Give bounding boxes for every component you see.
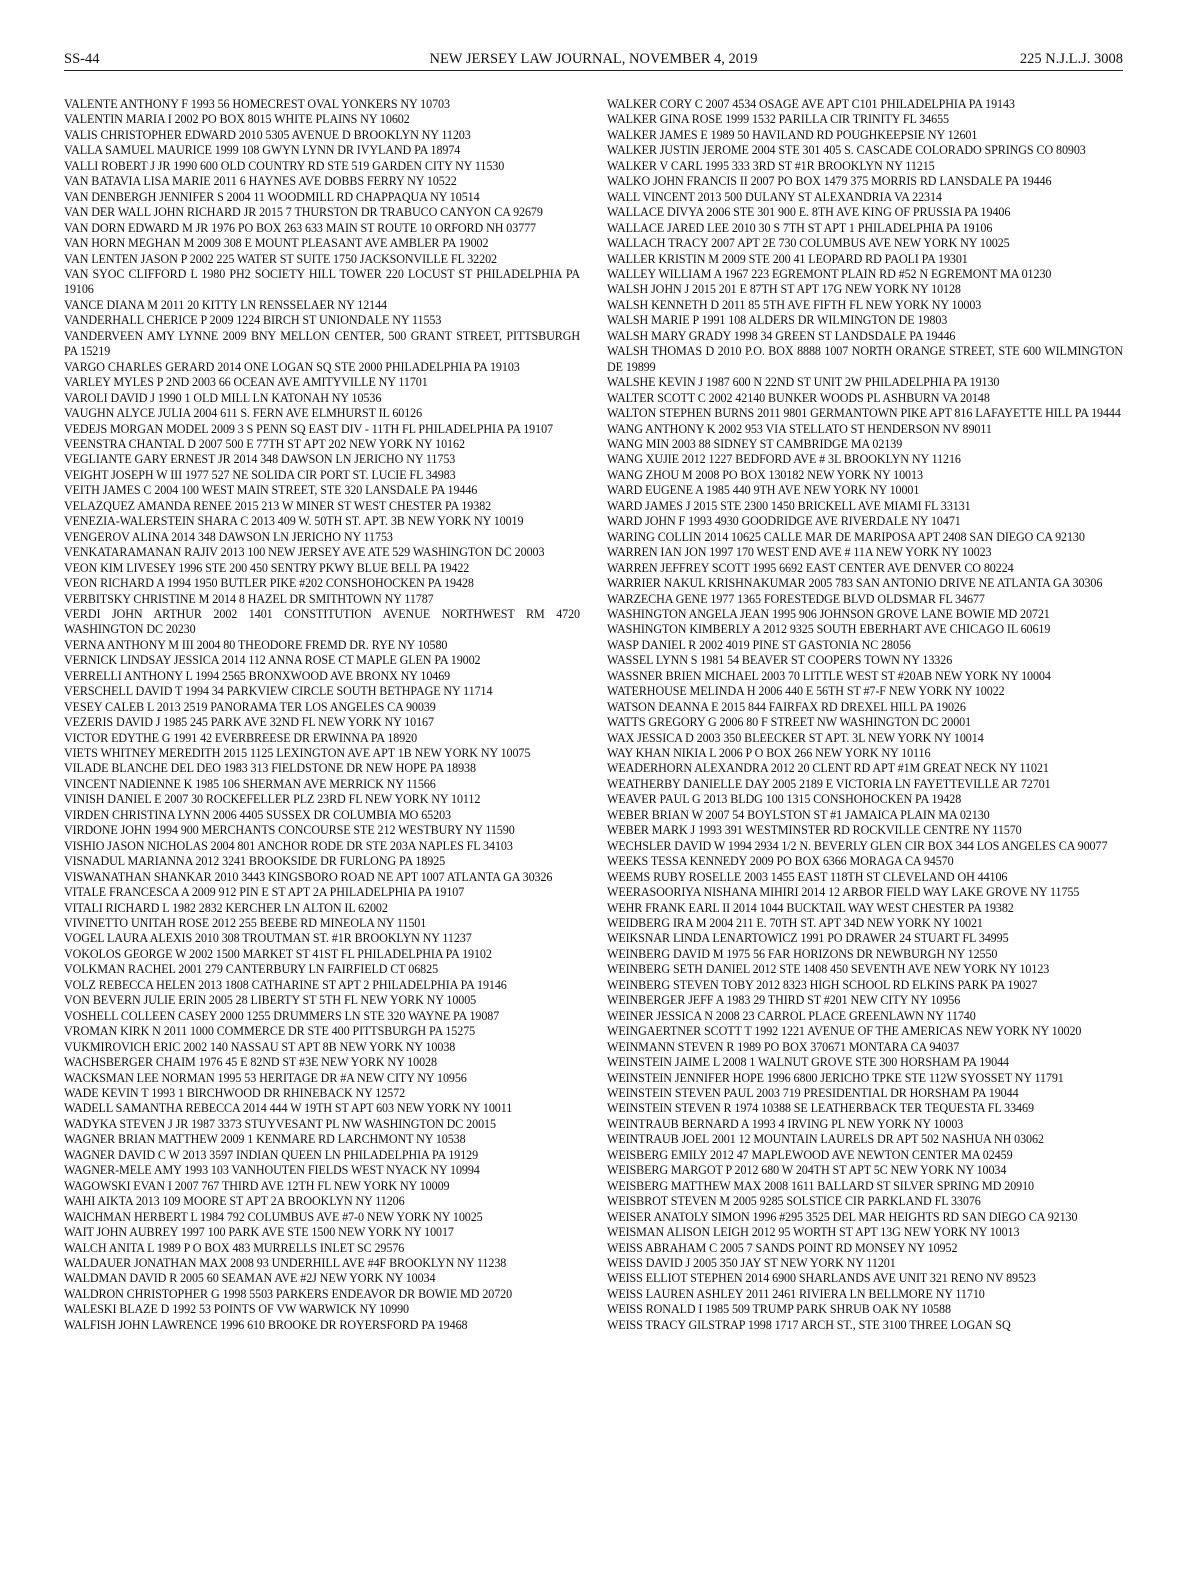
attorney-listing-entry: WACKSMAN LEE NORMAN 1995 53 HERITAGE DR #A NEW CITY NY 10956: [64, 1070, 467, 1085]
attorney-listing-entry: WASHINGTON ANGELA JEAN 1995 906 JOHNSON GROVE LANE BOWIE MD 20721: [607, 606, 1050, 621]
attorney-listing-entry: WADELL SAMANTHA REBECCA 2014 444 W 19TH ST APT 603 NEW YORK NY 10011: [64, 1101, 513, 1116]
attorney-listing-entry: VOSHELL COLLEEN CASEY 2000 1255 DRUMMERS LN STE 320 WAYNE PA 19087: [64, 1008, 500, 1023]
attorney-listing-entry: WATERHOUSE MELINDA H 2006 440 E 56TH ST #7-F NEW YORK NY 10022: [607, 684, 1005, 699]
attorney-listing-entry: WEEKS TESSA KENNEDY 2009 PO BOX 6366 MORAGA CA 94570: [607, 854, 954, 869]
attorney-listing-entry: VILADE BLANCHE DEL DEO 1983 313 FIELDSTONE DR NEW HOPE PA 18938: [64, 761, 476, 776]
attorney-listing-entry: VERNICK LINDSAY JESSICA 2014 112 ANNA ROSE CT MAPLE GLEN PA 19002: [64, 653, 481, 668]
attorney-listing-entry: WARD EUGENE A 1985 440 9TH AVE NEW YORK NY 10001: [607, 483, 920, 498]
attorney-listing-entry: VALLI ROBERT J JR 1990 600 OLD COUNTRY RD STE 519 GARDEN CITY NY 11530: [64, 158, 505, 173]
attorney-listing-entry: VAN DER WALL JOHN RICHARD JR 2015 7 THURSTON DR TRABUCO CANYON CA 92679: [64, 205, 543, 220]
attorney-listing-entry: WALKER JAMES E 1989 50 HAVILAND RD POUGHKEEPSIE NY 12601: [607, 127, 978, 142]
attorney-listing-entry: VANDERVEEN AMY LYNNE 2009 BNY MELLON CENTER, 500 GRANT STREET, PITTSBURGH PA 15219: [64, 328, 580, 359]
journal-citation: 225 N.J.L.J. 3008: [1019, 51, 1123, 67]
attorney-listing-entry: WEAVER PAUL G 2013 BLDG 100 1315 CONSHOHOCKEN PA 19428: [607, 792, 962, 807]
attorney-listing-entry: VARGO CHARLES GERARD 2014 ONE LOGAN SQ STE 2000 PHILADELPHIA PA 19103: [64, 359, 520, 374]
page-number: SS-44: [64, 51, 100, 67]
attorney-listing-entry: VESEY CALEB L 2013 2519 PANORAMA TER LOS ANGELES CA 90039: [64, 699, 436, 714]
attorney-listing-entry: WALKER GINA ROSE 1999 1532 PARILLA CIR TRINITY FL 34655: [607, 112, 949, 127]
attorney-listing-entry: VINCENT NADIENNE K 1985 106 SHERMAN AVE MERRICK NY 11566: [64, 776, 436, 791]
attorney-listing-entry: WEBER BRIAN W 2007 54 BOYLSTON ST #1 JAMAICA PLAIN MA 02130: [607, 807, 990, 822]
attorney-listing-entry: WEISBERG MATTHEW MAX 2008 1611 BALLARD ST SILVER SPRING MD 20910: [607, 1178, 1034, 1193]
publication-title: NEW JERSEY LAW JOURNAL, NOVEMBER 4, 2019: [429, 51, 758, 67]
attorney-listing-entry: WARING COLLIN 2014 10625 CALLE MAR DE MARIPOSA APT 2408 SAN DIEGO CA 92130: [607, 529, 1085, 544]
attorney-listing-entry: WALKER JUSTIN JEROME 2004 STE 301 405 S. CASCADE COLORADO SPRINGS CO 80903: [607, 143, 1086, 158]
attorney-listing-entry: WEINER JESSICA N 2008 23 CARROL PLACE GREENLAWN NY 11740: [607, 1008, 976, 1023]
attorney-listing-entry: WALSH MARY GRADY 1998 34 GREEN ST LANDSDALE PA 19446: [607, 328, 956, 343]
attorney-listing-entry: WEINTRAUB JOEL 2001 12 MOUNTAIN LAURELS DR APT 502 NASHUA NH 03062: [607, 1132, 1044, 1147]
attorney-listing-entry: WADYKA STEVEN J JR 1987 3373 STUYVESANT PL NW WASHINGTON DC 20015: [64, 1116, 496, 1131]
attorney-listing-entry: WARD JAMES J 2015 STE 2300 1450 BRICKELL AVE MIAMI FL 33131: [607, 498, 971, 513]
attorney-listing-entry: WEIKSNAR LINDA LENARTOWICZ 1991 PO DRAWER 24 STUART FL 34995: [607, 931, 1009, 946]
attorney-listing-entry: VEON KIM LIVESEY 1996 STE 200 450 SENTRY PKWY BLUE BELL PA 19422: [64, 560, 470, 575]
attorney-listing-entry: WEHR FRANK EARL II 2014 1044 BUCKTAIL WAY WEST CHESTER PA 19382: [607, 900, 1014, 915]
attorney-listing-entry: VISHIO JASON NICHOLAS 2004 801 ANCHOR RODE DR STE 203A NAPLES FL 34103: [64, 838, 513, 853]
attorney-listing-entry: VENGEROV ALINA 2014 348 DAWSON LN JERICHO NY 11753: [64, 529, 393, 544]
attorney-listing-entry: WAGOWSKI EVAN I 2007 767 THIRD AVE 12TH FL NEW YORK NY 10009: [64, 1178, 450, 1193]
attorney-listing-entry: VAN BATAVIA LISA MARIE 2011 6 HAYNES AVE DOBBS FERRY NY 10522: [64, 174, 457, 189]
attorney-listing-entry: VIRDONE JOHN 1994 900 MERCHANTS CONCOURSE STE 212 WESTBURY NY 11590: [64, 823, 515, 838]
attorney-listing-entry: WALSH JOHN J 2015 201 E 87TH ST APT 17G NEW YORK NY 10128: [607, 282, 961, 297]
attorney-listing-entry: VERNA ANTHONY M III 2004 80 THEODORE FREMD DR. RYE NY 10580: [64, 637, 448, 652]
attorney-listing-entry: VISWANATHAN SHANKAR 2010 3443 KINGSBORO ROAD NE APT 1007 ATLANTA GA 30326: [64, 869, 553, 884]
attorney-listing-entry: WALCH ANITA L 1989 P O BOX 483 MURRELLS INLET SC 29576: [64, 1240, 405, 1255]
attorney-listing-entry: WALLACH TRACY 2007 APT 2E 730 COLUMBUS AVE NEW YORK NY 10025: [607, 236, 1010, 251]
attorney-listing-entry: WEINBERG DAVID M 1975 56 FAR HORIZONS DR NEWBURGH NY 12550: [607, 946, 998, 961]
attorney-listing-entry: WALDRON CHRISTOPHER G 1998 5503 PARKERS ENDEAVOR DR BOWIE MD 20720: [64, 1286, 513, 1301]
attorney-listing-entry: WEISS TRACY GILSTRAP 1998 1717 ARCH ST., STE 3100 THREE LOGAN SQ: [607, 1317, 1011, 1332]
attorney-listing-entry: WALKER V CARL 1995 333 3RD ST #1R BROOKLYN NY 11215: [607, 158, 935, 173]
attorney-listing-entry: WEINBERGER JEFF A 1983 29 THIRD ST #201 NEW CITY NY 10956: [607, 993, 961, 1008]
attorney-listing-entry: VERSCHELL DAVID T 1994 34 PARKVIEW CIRCLE SOUTH BETHPAGE NY 11714: [64, 684, 493, 699]
attorney-listing-entry: WAHI AIKTA 2013 109 MOORE ST APT 2A BROOKLYN NY 11206: [64, 1194, 405, 1209]
attorney-listing-entry: WATTS GREGORY G 2006 80 F STREET NW WASHINGTON DC 20001: [607, 715, 972, 730]
attorney-listing-entry: WEINSTEIN JAIME L 2008 1 WALNUT GROVE STE 300 HORSHAM PA 19044: [607, 1055, 1009, 1070]
attorney-listing-entry: WALSH THOMAS D 2010 P.O. BOX 8888 1007 NORTH ORANGE STREET, STE 600 WILMINGTON DE 19899: [607, 344, 1123, 374]
attorney-listing-entry: WEBER MARK J 1993 391 WESTMINSTER RD ROCKVILLE CENTRE NY 11570: [607, 823, 1022, 838]
page-header: [64, 48, 1123, 71]
attorney-listing-entry: WEISS LAUREN ASHLEY 2011 2461 RIVIERA LN BELLMORE NY 11710: [607, 1286, 985, 1301]
attorney-listing-entry: WALLACE DIVYA 2006 STE 301 900 E. 8TH AVE KING OF PRUSSIA PA 19406: [607, 205, 1011, 220]
attorney-listing-entry: VIETS WHITNEY MEREDITH 2015 1125 LEXINGTON AVE APT 1B NEW YORK NY 10075: [64, 746, 531, 761]
attorney-listing-entry: WEISS ELLIOT STEPHEN 2014 6900 SHARLANDS AVE UNIT 321 RENO NV 89523: [607, 1271, 1036, 1286]
attorney-listing-entry: WALSHE KEVIN J 1987 600 N 22ND ST UNIT 2W PHILADELPHIA PA 19130: [607, 375, 1000, 390]
attorney-listing-entry: WEISMAN ALISON LEIGH 2012 95 WORTH ST APT 13G NEW YORK NY 10013: [607, 1225, 1020, 1240]
attorney-listing-entry: WALTON STEPHEN BURNS 2011 9801 GERMANTOWN PIKE APT 816 LAFAYETTE HILL PA 19444: [607, 406, 1121, 421]
attorney-listing-entry: WACHSBERGER CHAIM 1976 45 E 82ND ST #3E NEW YORK NY 10028: [64, 1055, 437, 1070]
attorney-listing-entry: VOKOLOS GEORGE W 2002 1500 MARKET ST 41ST FL PHILADELPHIA PA 19102: [64, 946, 492, 961]
attorney-listing-entry: WAGNER DAVID C W 2013 3597 INDIAN QUEEN LN PHILADELPHIA PA 19129: [64, 1147, 479, 1162]
attorney-listing-entry: WEATHERBY DANIELLE DAY 2005 2189 E VICTORIA LN FAYETTEVILLE AR 72701: [607, 776, 1051, 791]
attorney-listing-entry: WEISBERG EMILY 2012 47 MAPLEWOOD AVE NEWTON CENTER MA 02459: [607, 1147, 1013, 1162]
attorney-listing-entry: WAY KHAN NIKIA L 2006 P O BOX 266 NEW YORK NY 10116: [607, 746, 931, 761]
attorney-listing-entry: VEZERIS DAVID J 1985 245 PARK AVE 32ND FL NEW YORK NY 10167: [64, 715, 434, 730]
attorney-listing-entry: VEON RICHARD A 1994 1950 BUTLER PIKE #202 CONSHOHOCKEN PA 19428: [64, 576, 474, 591]
attorney-listing-entry: WAX JESSICA D 2003 350 BLEECKER ST APT. 3L NEW YORK NY 10014: [607, 730, 984, 745]
attorney-listing-entry: VEENSTRA CHANTAL D 2007 500 E 77TH ST APT 202 NEW YORK NY 10162: [64, 436, 465, 451]
attorney-listing-entry: VEDEJS MORGAN MODEL 2009 3 S PENN SQ EAST DIV - 11TH FL PHILADELPHIA PA 19107: [64, 421, 553, 436]
attorney-listing-entry: WANG ZHOU M 2008 PO BOX 130182 NEW YORK NY 10013: [607, 467, 923, 482]
attorney-listing-entry: VAN LENTEN JASON P 2002 225 WATER ST SUITE 1750 JACKSONVILLE FL 32202: [64, 251, 497, 266]
attorney-listing-entry: WEISS RONALD I 1985 509 TRUMP PARK SHRUB OAK NY 10588: [607, 1302, 951, 1317]
attorney-listing-entry: WALLACE JARED LEE 2010 30 S 7TH ST APT 1 PHILADELPHIA PA 19106: [607, 220, 993, 235]
attorney-listing-entry: VUKMIROVICH ERIC 2002 140 NASSAU ST APT 8B NEW YORK NY 10038: [64, 1039, 456, 1054]
listing-column-right: [607, 97, 1123, 1333]
attorney-listing-entry: WALSH KENNETH D 2011 85 5TH AVE FIFTH FL NEW YORK NY 10003: [607, 297, 982, 312]
attorney-listing-entry: WALSH MARIE P 1991 108 ALDERS DR WILMINGTON DE 19803: [607, 313, 948, 328]
attorney-listing-entry: WEISS ABRAHAM C 2005 7 SANDS POINT RD MONSEY NY 10952: [607, 1240, 958, 1255]
attorney-listing-entry: WASP DANIEL R 2002 4019 PINE ST GASTONIA NC 28056: [607, 637, 911, 652]
attorney-listing-entry: VARLEY MYLES P 2ND 2003 66 OCEAN AVE AMITYVILLE NY 11701: [64, 375, 428, 390]
attorney-listing-entry: WAICHMAN HERBERT L 1984 792 COLUMBUS AVE #7-0 NEW YORK NY 10025: [64, 1209, 483, 1224]
attorney-listing-entry: WEINBERG SETH DANIEL 2012 STE 1408 450 SEVENTH AVE NEW YORK NY 10123: [607, 962, 1050, 977]
attorney-listing-entry: WEADERHORN ALEXANDRA 2012 20 CLENT RD APT #1M GREAT NECK NY 11021: [607, 761, 1049, 776]
attorney-listing-entry: VEIGHT JOSEPH W III 1977 527 NE SOLIDA CIR PORT ST. LUCIE FL 34983: [64, 467, 456, 482]
attorney-listing-entry: VELAZQUEZ AMANDA RENEE 2015 213 W MINER ST WEST CHESTER PA 19382: [64, 498, 492, 513]
attorney-listing-entry: WEINGAERTNER SCOTT T 1992 1221 AVENUE OF THE AMERICAS NEW YORK NY 10020: [607, 1024, 1082, 1039]
attorney-listing-entry: VANDERHALL CHERICE P 2009 1224 BIRCH ST UNIONDALE NY 11553: [64, 313, 442, 328]
attorney-listing-entry: WALTER SCOTT C 2002 42140 BUNKER WOODS PL ASHBURN VA 20148: [607, 390, 990, 405]
attorney-listing-entry: WALKO JOHN FRANCIS II 2007 PO BOX 1479 375 MORRIS RD LANSDALE PA 19446: [607, 174, 1052, 189]
attorney-listing-entry: WEIDBERG IRA M 2004 211 E. 70TH ST. APT 34D NEW YORK NY 10021: [607, 916, 983, 931]
attorney-listing-entry: WEISBROT STEVEN M 2005 9285 SOLSTICE CIR PARKLAND FL 33076: [607, 1194, 981, 1209]
attorney-listing-entry: WEINSTEIN STEVEN PAUL 2003 719 PRESIDENTIAL DR HORSHAM PA 19044: [607, 1086, 1019, 1100]
attorney-listing-entry: WALESKI BLAZE D 1992 53 POINTS OF VW WARWICK NY 10990: [64, 1302, 409, 1317]
attorney-listing-entry: WEERASOORIYA NISHANA MIHIRI 2014 12 ARBOR FIELD WAY LAKE GROVE NY 11755: [607, 885, 1080, 900]
attorney-listing-entry: VENKATARAMANAN RAJIV 2013 100 NEW JERSEY AVE ATE 529 WASHINGTON DC 20003: [64, 545, 545, 560]
attorney-listing-entry: WALL VINCENT 2013 500 DULANY ST ALEXANDRIA VA 22314: [607, 189, 942, 204]
attorney-listing-entry: VOLZ REBECCA HELEN 2013 1808 CATHARINE ST APT 2 PHILADELPHIA PA 19146: [64, 977, 507, 992]
attorney-listing-entry: VROMAN KIRK N 2011 1000 COMMERCE DR STE 400 PITTSBURGH PA 15275: [64, 1024, 476, 1039]
attorney-listing-entry: VITALI RICHARD L 1982 2832 KERCHER LN ALTON IL 62002: [64, 900, 388, 915]
attorney-listing-entry: WEISBERG MARGOT P 2012 680 W 204TH ST APT 5C NEW YORK NY 10034: [607, 1163, 1007, 1178]
attorney-listing-entry: WALLEY WILLIAM A 1967 223 EGREMONT PLAIN RD #52 N EGREMONT MA 01230: [607, 266, 1052, 281]
attorney-listing-entry: WARREN JEFFREY SCOTT 1995 6692 EAST CENTER AVE DENVER CO 80224: [607, 560, 1014, 575]
attorney-listing-entry: WEISER ANATOLY SIMON 1996 #295 3525 DEL MAR HEIGHTS RD SAN DIEGO CA 92130: [607, 1209, 1078, 1224]
attorney-listing-entry: WEISS DAVID J 2005 350 JAY ST NEW YORK NY 11201: [607, 1255, 896, 1270]
attorney-listing-entry: VAN SYOC CLIFFORD L 1980 PH2 SOCIETY HILL TOWER 220 LOCUST ST PHILADELPHIA PA 19106: [64, 266, 580, 297]
attorney-listing-entry: VALLA SAMUEL MAURICE 1999 108 GWYN LYNN DR IVYLAND PA 18974: [64, 143, 461, 158]
attorney-listing-entry: WALKER CORY C 2007 4534 OSAGE AVE APT C101 PHILADELPHIA PA 19143: [607, 97, 1015, 111]
attorney-listing-entry: VERBITSKY CHRISTINE M 2014 8 HAZEL DR SMITHTOWN NY 11787: [64, 591, 434, 606]
attorney-listing-entry: VEGLIANTE GARY ERNEST JR 2014 348 DAWSON LN JERICHO NY 11753: [64, 452, 456, 467]
attorney-listing-entry: WALDMAN DAVID R 2005 60 SEAMAN AVE #2J NEW YORK NY 10034: [64, 1271, 436, 1286]
attorney-listing-entry: VENEZIA-WALERSTEIN SHARA C 2013 409 W. 50TH ST. APT. 3B NEW YORK NY 10019: [64, 514, 524, 529]
attorney-listing-entry: WANG MIN 2003 88 SIDNEY ST CAMBRIDGE MA 02139: [607, 436, 903, 451]
attorney-listing-entry: WALFISH JOHN LAWRENCE 1996 610 BROOKE DR ROYERSFORD PA 19468: [64, 1317, 468, 1332]
attorney-listing-entry: VIVINETTO UNITAH ROSE 2012 255 BEEBE RD MINEOLA NY 11501: [64, 916, 427, 931]
attorney-listing-entry: WARREN IAN JON 1997 170 WEST END AVE # 11A NEW YORK NY 10023: [607, 545, 992, 560]
attorney-listing-entry: VIRDEN CHRISTINA LYNN 2006 4405 SUSSEX DR COLUMBIA MO 65203: [64, 807, 451, 822]
attorney-listing-entry: VAN DENBERGH JENNIFER S 2004 11 WOODMILL RD CHAPPAQUA NY 10514: [64, 189, 480, 204]
attorney-listing-entry: VAN HORN MEGHAN M 2009 308 E MOUNT PLEASANT AVE AMBLER PA 19002: [64, 236, 489, 251]
attorney-listing-entry: VITALE FRANCESCA A 2009 912 PIN E ST APT 2A PHILADELPHIA PA 19107: [64, 885, 465, 900]
attorney-listing-entry: WAIT JOHN AUBREY 1997 100 PARK AVE STE 1500 NEW YORK NY 10017: [64, 1225, 454, 1240]
attorney-listing-entry: VOLKMAN RACHEL 2001 279 CANTERBURY LN FAIRFIELD CT 06825: [64, 962, 439, 977]
attorney-listing-entry: VAROLI DAVID J 1990 1 OLD MILL LN KATONAH NY 10536: [64, 390, 382, 405]
attorney-listing-entry: VERRELLI ANTHONY L 1994 2565 BRONXWOOD AVE BRONX NY 10469: [64, 668, 451, 683]
attorney-listing-entry: VERDI JOHN ARTHUR 2002 1401 CONSTITUTION AVENUE NORTHWEST RM 4720 WASHINGTON DC 20230: [64, 606, 580, 637]
attorney-listing-entry: WARRIER NAKUL KRISHNAKUMAR 2005 783 SAN ANTONIO DRIVE NE ATLANTA GA 30306: [607, 576, 1103, 591]
attorney-listing-entry: WEEMS RUBY ROSELLE 2003 1455 EAST 118TH ST CLEVELAND OH 44106: [607, 869, 1008, 884]
attorney-listing-entry: VAN DORN EDWARD M JR 1976 PO BOX 263 633 MAIN ST ROUTE 10 ORFORD NH 03777: [64, 220, 537, 235]
attorney-listing-entry: VALIS CHRISTOPHER EDWARD 2010 5305 AVENUE D BROOKLYN NY 11203: [64, 127, 471, 142]
attorney-listing-entry: WEINSTEIN JENNIFER HOPE 1996 6800 JERICHO TPKE STE 112W SYOSSET NY 11791: [607, 1070, 1064, 1085]
attorney-listing-entry: WEINBERG STEVEN TOBY 2012 8323 HIGH SCHOOL RD ELKINS PARK PA 19027: [607, 977, 1038, 992]
attorney-listing-entry: WARZECHA GENE 1977 1365 FORESTEDGE BLVD OLDSMAR FL 34677: [607, 591, 985, 606]
attorney-listing-entry: WALLER KRISTIN M 2009 STE 200 41 LEOPARD RD PAOLI PA 19301: [607, 251, 968, 266]
attorney-listing-entry: VALENTIN MARIA I 2002 PO BOX 8015 WHITE PLAINS NY 10602: [64, 112, 410, 127]
attorney-listing-entry: WASSEL LYNN S 1981 54 BEAVER ST COOPERS TOWN NY 13326: [607, 653, 953, 668]
attorney-listing-entry: WALDAUER JONATHAN MAX 2008 93 UNDERHILL AVE #4F BROOKLYN NY 11238: [64, 1255, 507, 1270]
attorney-listing-entry: WAGNER-MELE AMY 1993 103 VANHOUTEN FIELDS WEST NYACK NY 10994: [64, 1163, 480, 1178]
attorney-listing-entry: VANCE DIANA M 2011 20 KITTY LN RENSSELAER NY 12144: [64, 297, 387, 312]
attorney-listing-entry: WARD JOHN F 1993 4930 GOODRIDGE AVE RIVERDALE NY 10471: [607, 514, 961, 529]
attorney-listing-entry: VINISH DANIEL E 2007 30 ROCKEFELLER PLZ 23RD FL NEW YORK NY 10112: [64, 792, 481, 807]
attorney-listing-entry: VON BEVERN JULIE ERIN 2005 28 LIBERTY ST 5TH FL NEW YORK NY 10005: [64, 993, 477, 1008]
attorney-listing-entry: VEITH JAMES C 2004 100 WEST MAIN STREET, STE 320 LANSDALE PA 19446: [64, 483, 478, 498]
attorney-listing-entry: WEINSTEIN STEVEN R 1974 10388 SE LEATHERBACK TER TEQUESTA FL 33469: [607, 1101, 1034, 1116]
attorney-listing-entry: WAGNER BRIAN MATTHEW 2009 1 KENMARE RD LARCHMONT NY 10538: [64, 1132, 466, 1147]
attorney-listing-entry: VISNADUL MARIANNA 2012 3241 BROOKSIDE DR FURLONG PA 18925: [64, 854, 446, 869]
attorney-listing-entry: VALENTE ANTHONY F 1993 56 HOMECREST OVAL YONKERS NY 10703: [64, 97, 450, 111]
attorney-listing-entry: VOGEL LAURA ALEXIS 2010 308 TROUTMAN ST. #1R BROOKLYN NY 11237: [64, 931, 472, 946]
attorney-listing-entry: WEINTRAUB BERNARD A 1993 4 IRVING PL NEW YORK NY 10003: [607, 1116, 964, 1131]
attorney-listing-entry: WECHSLER DAVID W 1994 2934 1/2 N. BEVERLY GLEN CIR BOX 344 LOS ANGELES CA 90077: [607, 838, 1108, 853]
attorney-listing-entry: VICTOR EDYTHE G 1991 42 EVERBREESE DR ERWINNA PA 18920: [64, 730, 418, 745]
attorney-listing-entry: WANG ANTHONY K 2002 953 VIA STELLATO ST HENDERSON NV 89011: [607, 421, 992, 436]
attorney-listing-entry: VAUGHN ALYCE JULIA 2004 611 S. FERN AVE ELMHURST IL 60126: [64, 406, 423, 421]
listing-column-left: [64, 97, 580, 1333]
attorney-listing-entry: WEINMANN STEVEN R 1989 PO BOX 370671 MONTARA CA 94037: [607, 1039, 960, 1054]
attorney-listing-entry: WASSNER BRIEN MICHAEL 2003 70 LITTLE WEST ST #20AB NEW YORK NY 10004: [607, 668, 1051, 683]
attorney-listing-entry: WATSON DEANNA E 2015 844 FAIRFAX RD DREXEL HILL PA 19026: [607, 699, 966, 714]
attorney-listing-entry: WASHINGTON KIMBERLY A 2012 9325 SOUTH EBERHART AVE CHICAGO IL 60619: [607, 622, 1051, 637]
attorney-listing-entry: WANG XUJIE 2012 1227 BEDFORD AVE # 3L BROOKLYN NY 11216: [607, 452, 961, 467]
attorney-listing-entry: WADE KEVIN T 1993 1 BIRCHWOOD DR RHINEBACK NY 12572: [64, 1086, 406, 1100]
